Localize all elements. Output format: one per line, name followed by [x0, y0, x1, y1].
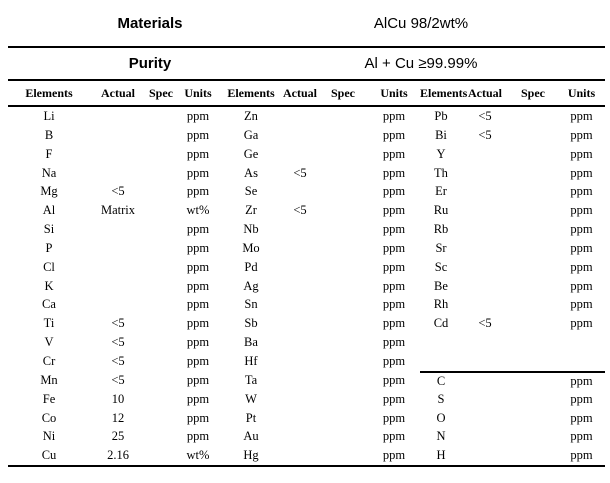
actual-cell [462, 220, 508, 239]
spec-cell [318, 220, 368, 239]
spec-cell [146, 427, 176, 446]
actual-cell [462, 201, 508, 220]
units-cell: ppm [570, 203, 593, 218]
units-cell: ppm [382, 127, 406, 142]
units-cell [558, 333, 605, 352]
units-cell: ppm [382, 240, 406, 255]
units-cell: ppm [382, 184, 406, 199]
purity-label: Purity [128, 55, 172, 72]
actual-cell: 12 [111, 410, 125, 425]
element-cell: Rh [433, 297, 449, 312]
units-cell: wt% [186, 203, 210, 218]
units-cell: ppm [382, 222, 406, 237]
spec-cell [318, 145, 368, 164]
element-cell: Ti [43, 316, 55, 331]
units-cell: ppm [382, 146, 406, 161]
spec-cell [508, 409, 558, 428]
element-cell: Zn [244, 109, 258, 123]
units-cell: ppm [186, 429, 210, 444]
element-cell: B [44, 127, 54, 142]
units-cell: ppm [382, 429, 406, 444]
actual-cell [282, 277, 318, 296]
units-cell: ppm [382, 335, 406, 350]
element-cell: K [44, 278, 54, 293]
actual-cell [282, 239, 318, 258]
horizontal-rule [8, 465, 605, 467]
actual-cell: <5 [478, 127, 492, 142]
units-cell: ppm [186, 146, 210, 161]
spec-cell [318, 201, 368, 220]
element-cell: Co [41, 410, 57, 425]
actual-cell: 25 [111, 429, 125, 444]
element-cell: Si [43, 222, 55, 237]
column-header-units: Units [567, 85, 596, 100]
units-cell: ppm [570, 184, 593, 199]
spec-cell [146, 446, 176, 465]
column-header-elements: Elements [420, 85, 468, 100]
units-cell: ppm [382, 353, 406, 368]
actual-cell [462, 164, 508, 183]
element-cell: Na [41, 165, 57, 180]
element-cell: Cd [433, 316, 449, 331]
spec-cell [508, 201, 558, 220]
spec-cell [508, 314, 558, 333]
actual-cell [90, 277, 146, 296]
actual-cell [462, 427, 508, 446]
actual-cell: <5 [111, 316, 125, 331]
units-cell: ppm [570, 146, 593, 161]
spec-cell [318, 277, 368, 296]
spec-cell [318, 314, 368, 333]
element-cell: Pb [434, 109, 448, 123]
spec-cell [508, 295, 558, 314]
spec-cell [318, 352, 368, 371]
actual-cell: <5 [293, 165, 307, 180]
column-header-elements: Elements [25, 85, 73, 100]
element-cell: Cr [42, 353, 56, 368]
units-cell: ppm [558, 371, 605, 390]
element-cell: Mn [40, 372, 58, 387]
element-cell: H [436, 448, 446, 463]
spec-cell [146, 352, 176, 371]
actual-cell: <5 [111, 353, 125, 368]
element-cell: Au [243, 429, 259, 444]
units-cell: ppm [382, 203, 406, 218]
element-cell: Ru [433, 203, 449, 218]
units-cell: ppm [570, 448, 593, 463]
element-cell: Y [436, 146, 446, 161]
spec-cell [508, 107, 558, 126]
units-cell: wt% [186, 448, 210, 463]
actual-cell [90, 220, 146, 239]
units-cell: ppm [186, 278, 210, 293]
units-cell: ppm [570, 297, 593, 312]
spec-cell [146, 239, 176, 258]
spec-cell [318, 446, 368, 465]
spec-cell [508, 446, 558, 465]
actual-cell [282, 371, 318, 390]
actual-cell [282, 126, 318, 145]
units-cell: ppm [382, 259, 406, 274]
actual-cell [462, 352, 508, 371]
spec-cell [508, 427, 558, 446]
units-cell: ppm [382, 410, 406, 425]
spec-cell [508, 164, 558, 183]
element-cell: Ni [42, 429, 56, 444]
column-header-spec: Spec [521, 85, 545, 100]
units-cell [558, 352, 605, 371]
actual-cell [462, 295, 508, 314]
element-cell: F [45, 146, 53, 161]
element-cell: Se [244, 184, 258, 199]
element-cell: Sn [244, 297, 258, 312]
units-cell: ppm [570, 127, 593, 142]
units-cell: ppm [570, 391, 593, 406]
element-cell: Ba [244, 335, 258, 350]
actual-cell [462, 182, 508, 201]
spec-cell [318, 126, 368, 145]
materials-row [0, 0, 610, 46]
element-cell: Ag [243, 278, 259, 293]
actual-cell [462, 371, 508, 390]
column-header-units: Units [380, 85, 408, 100]
spec-cell [318, 295, 368, 314]
element-cell [420, 352, 462, 371]
element-cell: Zr [245, 203, 257, 218]
element-cell: As [244, 165, 258, 180]
element-cell: Nb [243, 222, 259, 237]
column-header-elements: Elements [227, 85, 275, 100]
spec-cell [508, 145, 558, 164]
spec-cell [146, 164, 176, 183]
units-cell: ppm [382, 109, 406, 123]
purity-value: Al + Cu ≥99.99% [364, 55, 478, 72]
units-cell: ppm [570, 278, 593, 293]
units-cell: ppm [186, 410, 210, 425]
spec-cell [318, 239, 368, 258]
column-header-row [8, 81, 610, 105]
actual-cell [90, 107, 146, 126]
spec-cell [508, 126, 558, 145]
element-cell: Cl [43, 259, 55, 274]
spec-cell [508, 258, 558, 277]
spec-cell [318, 409, 368, 428]
actual-cell [282, 258, 318, 277]
actual-cell [282, 145, 318, 164]
units-cell: ppm [186, 391, 210, 406]
element-cell: N [436, 429, 446, 444]
element-cell: Be [434, 278, 448, 293]
actual-cell [462, 277, 508, 296]
element-cell: P [45, 240, 53, 255]
element-cell: Ca [42, 297, 56, 312]
actual-cell [462, 145, 508, 164]
units-cell: ppm [382, 278, 406, 293]
actual-cell [462, 258, 508, 277]
spec-cell [508, 371, 558, 390]
materials-value: AlCu 98/2wt% [373, 14, 469, 32]
element-cell: Rb [433, 222, 449, 237]
spec-cell [146, 107, 176, 126]
actual-cell [282, 220, 318, 239]
column-header-spec: Spec [149, 85, 173, 100]
actual-cell [282, 409, 318, 428]
element-cell: Sb [244, 316, 258, 331]
actual-cell [90, 295, 146, 314]
spec-cell [146, 145, 176, 164]
element-cell [420, 333, 462, 352]
actual-cell [282, 107, 318, 126]
actual-cell [282, 333, 318, 352]
element-cell: Sr [435, 240, 447, 255]
spec-cell [318, 107, 368, 126]
units-cell: ppm [382, 297, 406, 312]
actual-cell: <5 [293, 203, 307, 218]
units-cell: ppm [186, 259, 210, 274]
element-cell: O [436, 410, 446, 425]
element-cell: W [245, 391, 257, 406]
actual-cell [90, 126, 146, 145]
spec-cell [508, 390, 558, 409]
actual-cell: <5 [111, 335, 125, 350]
element-cell: Fe [42, 391, 56, 406]
element-cell: Li [43, 109, 55, 123]
spec-cell [146, 201, 176, 220]
spec-cell [146, 390, 176, 409]
column-header-units: Units [184, 85, 212, 100]
spec-cell [146, 371, 176, 390]
actual-cell [282, 446, 318, 465]
units-cell: ppm [186, 109, 210, 123]
actual-cell [462, 333, 508, 352]
actual-cell: <5 [478, 109, 492, 123]
column-header-actual: Actual [468, 85, 502, 100]
column-header-spec: Spec [331, 85, 355, 100]
actual-cell [462, 409, 508, 428]
element-cell: Al [42, 203, 56, 218]
element-cell: Mo [242, 240, 260, 255]
element-cell: Pd [244, 259, 258, 274]
column-header-actual: Actual [101, 85, 135, 100]
units-cell: ppm [382, 372, 406, 387]
element-cell: Ge [243, 146, 259, 161]
spec-cell [508, 220, 558, 239]
spec-cell [318, 390, 368, 409]
spec-cell [318, 427, 368, 446]
element-cell: Er [435, 184, 447, 199]
spec-cell [318, 333, 368, 352]
actual-cell [90, 164, 146, 183]
spec-cell [318, 164, 368, 183]
spec-cell [146, 333, 176, 352]
units-cell: ppm [186, 222, 210, 237]
units-cell: ppm [570, 240, 593, 255]
materials-label: Materials [117, 14, 183, 32]
units-cell: ppm [186, 316, 210, 331]
actual-cell [462, 239, 508, 258]
element-cell: Th [434, 165, 448, 180]
units-cell: ppm [570, 316, 593, 331]
element-cell: Bi [435, 127, 447, 142]
actual-cell [462, 390, 508, 409]
units-cell: ppm [186, 184, 210, 199]
element-cell: Hg [243, 448, 259, 463]
spec-cell [146, 295, 176, 314]
spec-cell [318, 182, 368, 201]
actual-cell [282, 295, 318, 314]
element-cell: Cu [41, 448, 57, 463]
actual-cell: <5 [111, 372, 125, 387]
units-cell: ppm [382, 165, 406, 180]
spec-cell [508, 333, 558, 352]
units-cell: ppm [570, 429, 593, 444]
spec-cell [508, 182, 558, 201]
actual-cell [462, 446, 508, 465]
spec-cell [508, 352, 558, 371]
units-cell: ppm [186, 240, 210, 255]
units-cell: ppm [382, 448, 406, 463]
element-cell: Hf [244, 353, 258, 368]
units-cell: ppm [186, 127, 210, 142]
units-cell: ppm [186, 335, 210, 350]
element-cell: C [420, 371, 462, 390]
element-cell: Pt [245, 410, 257, 425]
element-cell: Ga [243, 127, 259, 142]
spec-cell [508, 277, 558, 296]
units-cell: ppm [570, 222, 593, 237]
units-cell: ppm [382, 316, 406, 331]
units-cell: ppm [570, 259, 593, 274]
actual-cell [282, 182, 318, 201]
spec-cell [146, 409, 176, 428]
spec-cell [146, 277, 176, 296]
units-cell: ppm [570, 410, 593, 425]
spec-cell [508, 239, 558, 258]
element-cell: S [437, 391, 445, 406]
actual-cell [90, 239, 146, 258]
actual-cell [282, 390, 318, 409]
units-cell: ppm [186, 165, 210, 180]
spec-cell [146, 220, 176, 239]
actual-cell: 2.16 [107, 448, 129, 463]
actual-cell: <5 [478, 316, 492, 331]
spec-cell [146, 126, 176, 145]
element-cell: V [44, 335, 54, 350]
purity-row [0, 48, 610, 79]
units-cell: ppm [570, 109, 593, 123]
actual-cell [90, 145, 146, 164]
spec-cell [146, 182, 176, 201]
element-cell: Ta [244, 372, 258, 387]
units-cell: ppm [382, 391, 406, 406]
column-header-actual: Actual [283, 85, 317, 100]
element-cell: Sc [434, 259, 448, 274]
units-cell: ppm [186, 297, 210, 312]
actual-cell: <5 [111, 184, 125, 199]
spec-cell [146, 258, 176, 277]
actual-cell: 10 [111, 391, 125, 406]
spec-cell [318, 371, 368, 390]
spec-cell [318, 258, 368, 277]
units-cell: ppm [186, 372, 210, 387]
actual-cell: Matrix [100, 203, 136, 218]
actual-cell [90, 258, 146, 277]
elements-table-body [8, 107, 610, 465]
actual-cell [282, 427, 318, 446]
actual-cell [282, 352, 318, 371]
element-cell: Mg [40, 184, 58, 199]
units-cell: ppm [186, 353, 210, 368]
units-cell: ppm [570, 165, 593, 180]
actual-cell [282, 314, 318, 333]
spec-cell [146, 314, 176, 333]
